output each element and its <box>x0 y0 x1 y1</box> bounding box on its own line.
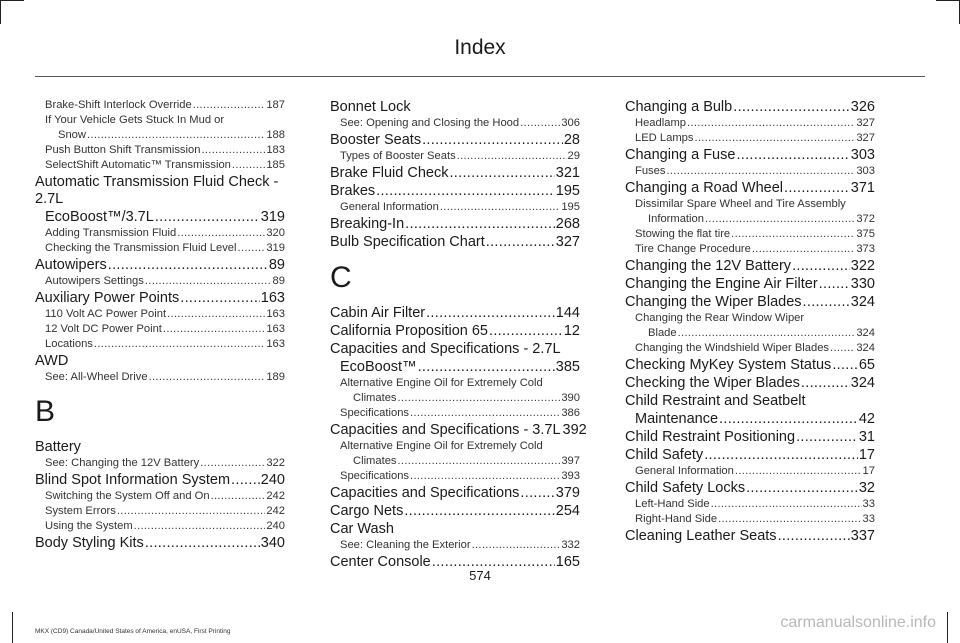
index-entry <box>35 472 285 489</box>
dot-leader <box>410 469 560 484</box>
dot-leader <box>719 411 858 428</box>
index-entry <box>35 290 285 307</box>
page-ref: 42 <box>858 411 875 427</box>
footer-text: MKX (CD9) Canada/United States of America, enUSA, First Printing <box>35 628 231 635</box>
watermark: carmanualsonline.info <box>780 614 936 631</box>
page-ref: 185 <box>266 159 285 171</box>
dot-leader <box>778 528 850 545</box>
index-subentry <box>35 504 285 519</box>
entry-text: Center Console <box>330 554 431 570</box>
header-rule <box>35 76 925 77</box>
index-entry <box>625 258 875 275</box>
index-subentry <box>35 489 285 504</box>
dot-leader <box>376 183 555 200</box>
entry-text: Changing a Road Wheel <box>625 180 783 196</box>
entry-text: Changing the Wiper Blades <box>625 294 802 310</box>
index-entry <box>625 411 875 428</box>
crop-mark <box>0 0 1 24</box>
index-subentry <box>625 311 875 326</box>
entry-text: Checking MyKey System Status <box>625 357 832 373</box>
dot-leader <box>736 147 849 164</box>
dot-leader <box>457 149 567 164</box>
entry-text: Auxiliary Power Points <box>35 290 180 306</box>
crop-mark <box>947 612 948 643</box>
entry-text: Breaking-In <box>330 216 405 232</box>
index-subentry <box>35 98 285 113</box>
page-ref: 12 <box>563 323 580 339</box>
dot-leader <box>832 357 858 374</box>
index-entry <box>625 147 875 164</box>
entry-text: Brake Fluid Check <box>330 165 449 181</box>
index-subentry <box>625 116 875 131</box>
entry-text: Changing the Rear Window Wiper <box>635 312 805 324</box>
dot-leader <box>752 242 855 257</box>
index-entry <box>330 521 580 538</box>
entry-text: Tire Change Procedure <box>635 243 751 255</box>
crop-mark <box>12 612 13 643</box>
dot-leader <box>426 305 555 322</box>
entry-text: See: Changing the 12V Battery <box>45 457 200 469</box>
page-ref: 144 <box>555 305 580 321</box>
crop-mark <box>936 0 960 1</box>
entry-text: General Information <box>635 465 734 477</box>
index-subentry <box>625 497 875 512</box>
page-ref: 254 <box>555 503 580 519</box>
entry-text: Checking the Transmission Fluid Level <box>45 242 237 254</box>
entry-text: Changing a Fuse <box>625 147 736 163</box>
dot-leader <box>449 165 554 182</box>
page-ref: 31 <box>858 429 875 445</box>
dot-leader <box>678 326 856 341</box>
page-ref: 324 <box>856 327 875 339</box>
index-entry <box>330 503 580 520</box>
page-ref: 195 <box>555 183 580 199</box>
page-ref: 242 <box>266 490 285 502</box>
dot-leader <box>149 370 266 385</box>
entry-text: Changing the Engine Air Filter <box>625 276 818 292</box>
dot-leader <box>718 512 861 527</box>
entry-text: Stowing the flat tire <box>635 228 731 240</box>
index-entry <box>625 294 875 311</box>
dot-leader <box>784 180 850 197</box>
page-ref: 320 <box>266 227 285 239</box>
entry-text: Snow <box>58 129 86 141</box>
dot-leader <box>705 212 855 227</box>
dot-leader <box>94 337 265 352</box>
page-ref: 89 <box>272 275 285 287</box>
page-ref: 17 <box>858 447 875 463</box>
page-ref: 303 <box>850 147 875 163</box>
page-ref: 324 <box>856 342 875 354</box>
entry-text: Booster Seats <box>330 132 422 148</box>
entry-text: LED Lamps <box>635 132 694 144</box>
page-ref: 163 <box>266 323 285 335</box>
page-ref: 386 <box>561 407 580 419</box>
dot-leader <box>177 226 265 241</box>
index-subentry <box>625 197 875 212</box>
page-ref: 240 <box>266 520 285 532</box>
entry-text: Battery <box>35 439 81 455</box>
index-subentry <box>625 341 875 356</box>
index-entry <box>625 357 875 374</box>
page-ref: 33 <box>862 498 875 510</box>
index-entry <box>330 165 580 182</box>
index-subentry <box>35 370 285 385</box>
index-column-3 <box>625 98 875 545</box>
index-subentry <box>330 406 580 421</box>
dot-leader <box>694 131 855 146</box>
dot-leader <box>404 503 554 520</box>
index-subentry <box>625 326 875 341</box>
index-subentry <box>625 464 875 479</box>
dot-leader <box>398 391 561 406</box>
index-subentry <box>625 131 875 146</box>
dot-leader <box>167 307 265 322</box>
entry-text: California Proposition 65 <box>330 323 488 339</box>
index-entry <box>625 393 875 410</box>
page-ref: 337 <box>850 528 875 544</box>
entry-text: Specifications <box>340 470 410 482</box>
index-subentry <box>35 113 285 128</box>
page-ref: 392 <box>562 422 587 438</box>
page-ref: 89 <box>268 257 285 273</box>
index-entry <box>625 480 875 497</box>
index-letter-heading: B <box>35 395 56 428</box>
page-ref: 385 <box>555 359 580 375</box>
page-ref: 65 <box>858 357 875 373</box>
dot-leader <box>746 480 858 497</box>
entry-text: Switching the System Off and On <box>45 490 210 502</box>
entry-text: General Information <box>340 201 439 213</box>
index-subentry <box>625 227 875 242</box>
entry-text: Capacities and Specifications - 3.7L <box>330 422 561 438</box>
page-ref: 327 <box>856 132 875 144</box>
page-ref: 322 <box>850 258 875 274</box>
dot-leader <box>520 116 560 131</box>
dot-leader <box>731 227 855 242</box>
page-ref: 163 <box>266 308 285 320</box>
index-entry <box>330 422 587 439</box>
entry-text: Adding Transmission Fluid <box>45 227 177 239</box>
entry-text: Push Button Shift Transmission <box>45 144 201 156</box>
dot-leader <box>796 429 858 446</box>
dot-leader <box>405 216 555 233</box>
index-subentry <box>330 538 580 553</box>
index-subentry <box>330 376 580 391</box>
entry-text: Autowipers <box>35 257 107 273</box>
dot-leader <box>418 359 555 376</box>
entry-text: Alternative Engine Oil for Extremely Cold <box>340 440 543 452</box>
dot-leader <box>410 406 560 421</box>
entry-text: Climates <box>353 455 397 467</box>
index-subentry <box>625 512 875 527</box>
index-entry <box>330 132 580 149</box>
entry-text: AWD <box>35 353 69 369</box>
dot-leader <box>180 290 260 307</box>
entry-text: See: Opening and Closing the Hood <box>340 117 520 129</box>
index-subentry <box>330 454 580 469</box>
index-entry <box>35 535 285 552</box>
entry-text: Cleaning Leather Seats <box>625 528 777 544</box>
page-ref: 306 <box>561 117 580 129</box>
page-ref: 17 <box>862 465 875 477</box>
dot-leader <box>733 99 850 116</box>
index-letter-heading: C <box>330 261 352 294</box>
index-subentry <box>35 226 285 241</box>
entry-text: Changing the Windshield Wiper Blades <box>635 342 830 354</box>
entry-text: Child Restraint Positioning <box>625 429 796 445</box>
dot-leader <box>440 200 560 215</box>
entry-text: Child Safety Locks <box>625 480 746 496</box>
entry-text: Headlamp <box>635 117 686 129</box>
entry-text: Alternative Engine Oil for Extremely Cold <box>340 377 543 389</box>
dot-leader <box>801 375 850 392</box>
index-entry <box>330 183 580 200</box>
entry-text: Dissimilar Spare Wheel and Tire Assembly <box>635 198 846 210</box>
index-subentry <box>625 212 875 227</box>
index-subentry <box>35 274 285 289</box>
index-subentry <box>35 158 285 173</box>
dot-leader <box>163 322 265 337</box>
page-ref: 268 <box>555 216 580 232</box>
entry-text: Cargo Nets <box>330 503 404 519</box>
index-subentry <box>35 143 285 158</box>
index-subentry <box>35 241 285 256</box>
index-subentry <box>35 519 285 534</box>
entry-text: Capacities and Specifications - 2.7L <box>330 341 561 357</box>
page-ref: 324 <box>850 294 875 310</box>
page-ref: 242 <box>266 505 285 517</box>
page-ref: 397 <box>561 455 580 467</box>
dot-leader <box>819 276 850 293</box>
page-ref: 189 <box>266 371 285 383</box>
entry-text: 110 Volt AC Power Point <box>45 308 167 320</box>
dot-leader <box>117 504 265 519</box>
index-entry <box>35 257 285 274</box>
page-ref: 371 <box>850 180 875 196</box>
page-ref: 163 <box>266 338 285 350</box>
index-entry <box>625 375 875 392</box>
index-entry <box>330 99 580 116</box>
page-ref: 188 <box>266 129 285 141</box>
dot-leader <box>422 132 563 149</box>
page-title: Index <box>454 36 506 59</box>
page-ref: 332 <box>561 539 580 551</box>
entry-text: Child Restraint and Seatbelt <box>625 393 806 409</box>
dot-leader <box>792 258 850 275</box>
page-ref: 372 <box>856 213 875 225</box>
dot-leader <box>830 341 855 356</box>
page-ref: 187 <box>266 99 285 111</box>
page-ref: 324 <box>850 375 875 391</box>
page-ref: 29 <box>567 150 580 162</box>
index-entry <box>625 180 875 197</box>
index-entry <box>35 353 285 370</box>
page-ref: 240 <box>260 472 285 488</box>
page-ref: 319 <box>260 209 285 225</box>
dot-leader <box>520 485 554 502</box>
entry-text: Child Safety <box>625 447 704 463</box>
entry-text: Bulb Specification Chart <box>330 234 485 250</box>
entry-text: SelectShift Automatic™ Transmission <box>45 159 231 171</box>
index-entry <box>35 439 285 456</box>
entry-text: See: All-Wheel Drive <box>45 371 148 383</box>
index-subentry <box>330 439 580 454</box>
dot-leader <box>232 158 265 173</box>
index-subentry <box>330 116 580 131</box>
index-subentry <box>35 307 285 322</box>
entry-text: Automatic Transmission Fluid Check - 2.7L <box>35 174 279 207</box>
page-ref: 375 <box>856 228 875 240</box>
page-ref: 303 <box>856 165 875 177</box>
dot-leader <box>155 209 260 226</box>
dot-leader <box>472 538 561 553</box>
index-entry <box>330 323 580 340</box>
entry-text: Changing a Bulb <box>625 99 733 115</box>
index-entry <box>625 528 875 545</box>
entry-text: If Your Vehicle Gets Stuck In Mud or <box>45 114 225 126</box>
index-subentry <box>330 149 580 164</box>
dot-leader <box>87 128 265 143</box>
page-ref: 195 <box>561 201 580 213</box>
page-ref: 327 <box>856 117 875 129</box>
crop-mark <box>0 0 24 1</box>
entry-text: Autowipers Settings <box>45 275 144 287</box>
entry-text: Capacities and Specifications <box>330 485 520 501</box>
index-entry <box>625 429 875 446</box>
entry-text: Body Styling Kits <box>35 535 144 551</box>
page-ref: 373 <box>856 243 875 255</box>
page-ref: 321 <box>555 165 580 181</box>
dot-leader <box>687 116 855 131</box>
page-ref: 326 <box>850 99 875 115</box>
index-entry <box>330 216 580 233</box>
entry-text: Cabin Air Filter <box>330 305 426 321</box>
dot-leader <box>486 234 555 251</box>
index-column-1 <box>35 98 285 552</box>
dot-leader <box>134 519 266 534</box>
index-entry <box>625 447 875 464</box>
entry-text: Climates <box>353 392 397 404</box>
index-subentry <box>35 456 285 471</box>
dot-leader <box>145 274 272 289</box>
page-ref: 28 <box>563 132 580 148</box>
entry-text: Blind Spot Information System <box>35 472 231 488</box>
index-subentry <box>35 322 285 337</box>
entry-text: Types of Booster Seats <box>340 150 456 162</box>
index-subentry <box>35 128 285 143</box>
entry-text: Brakes <box>330 183 376 199</box>
page-ref: 390 <box>561 392 580 404</box>
entry-text: System Errors <box>45 505 116 517</box>
dot-leader <box>201 143 265 158</box>
index-subentry <box>35 337 285 352</box>
index-entry <box>330 359 580 376</box>
entry-text: Changing the 12V Battery <box>625 258 792 274</box>
dot-leader <box>803 294 850 311</box>
page-number: 574 <box>469 568 491 583</box>
dot-leader <box>231 472 260 489</box>
page-ref: 393 <box>561 470 580 482</box>
index-entry <box>35 174 285 208</box>
index-entry <box>625 276 875 293</box>
dot-leader <box>108 257 268 274</box>
dot-leader <box>489 323 563 340</box>
dot-leader <box>704 447 858 464</box>
entry-text: Car Wash <box>330 521 394 537</box>
page-ref: 330 <box>850 276 875 292</box>
entry-text: Fuses <box>635 165 666 177</box>
dot-leader <box>735 464 862 479</box>
index-entry <box>330 305 580 322</box>
entry-text: Blade <box>648 327 677 339</box>
entry-text: Specifications <box>340 407 410 419</box>
entry-text: Right-Hand Side <box>635 513 718 525</box>
page-ref: 163 <box>260 290 285 306</box>
entry-text: EcoBoost™ <box>340 359 417 375</box>
page-ref: 340 <box>260 535 285 551</box>
entry-text: Information <box>648 213 704 225</box>
index-column-2 <box>330 98 587 571</box>
entry-text: Checking the Wiper Blades <box>625 375 800 391</box>
index-entry <box>330 485 580 502</box>
dot-leader <box>711 497 862 512</box>
page-ref: 319 <box>266 242 285 254</box>
index-subentry <box>625 164 875 179</box>
dot-leader <box>193 98 266 113</box>
entry-text: See: Cleaning the Exterior <box>340 539 471 551</box>
entry-text: 12 Volt DC Power Point <box>45 323 162 335</box>
dot-leader <box>145 535 260 552</box>
index-subentry <box>330 200 580 215</box>
dot-leader <box>211 489 266 504</box>
index-entry <box>330 341 580 358</box>
entry-text: Brake-Shift Interlock Override <box>45 99 192 111</box>
dot-leader <box>398 454 561 469</box>
entry-text: Using the System <box>45 520 133 532</box>
index-entry <box>35 209 285 226</box>
dot-leader <box>238 241 266 256</box>
dot-leader <box>200 456 265 471</box>
entry-text: EcoBoost™/3.7L <box>45 209 154 225</box>
dot-leader <box>666 164 855 179</box>
page-ref: 32 <box>858 480 875 496</box>
entry-text: Bonnet Lock <box>330 99 411 115</box>
entry-text: Maintenance <box>635 411 719 427</box>
index-subentry <box>330 391 580 406</box>
page-ref: 322 <box>266 457 285 469</box>
page-ref: 165 <box>555 554 580 570</box>
index-entry <box>625 99 875 116</box>
page-ref: 183 <box>266 144 285 156</box>
page-ref: 379 <box>555 485 580 501</box>
index-subentry <box>330 469 580 484</box>
page-ref: 33 <box>862 513 875 525</box>
entry-text: Locations <box>45 338 93 350</box>
page-ref: 327 <box>555 234 580 250</box>
entry-text: Left-Hand Side <box>635 498 710 510</box>
index-subentry <box>625 242 875 257</box>
index-entry <box>330 234 580 251</box>
